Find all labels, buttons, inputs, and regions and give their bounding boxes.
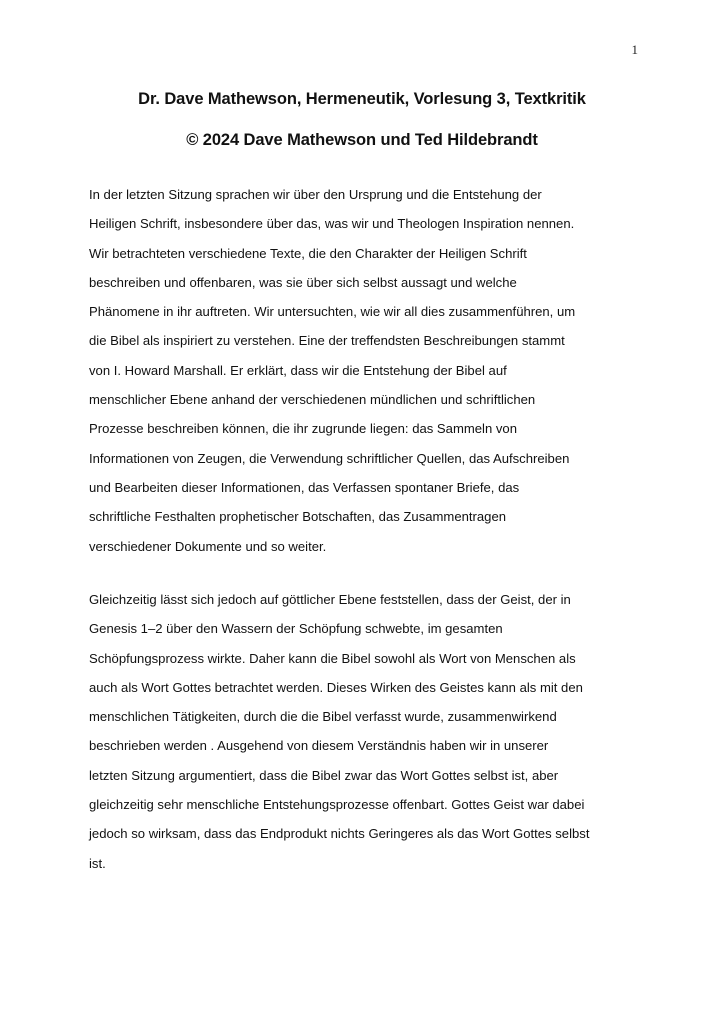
copyright-line: © 2024 Dave Mathewson und Ted Hildebrandt bbox=[186, 131, 538, 149]
text-line: Schöpfungsprozess wirkte. Daher kann die Bibel sowohl als Wort von Menschen als bbox=[89, 650, 576, 666]
text-line: letzten Sitzung argumentiert, dass die Bibel zwar das Wort Gottes selbst ist, aber bbox=[89, 767, 559, 783]
text-line: menschlichen Tätigkeiten, durch die die Bibel verfasst wurde, zusammenwirkend bbox=[89, 709, 557, 725]
text-line: Prozesse beschreiben können, die ihr zugrunde liegen: das Sammeln von bbox=[89, 421, 517, 437]
text-line: von I. Howard Marshall. Er erklärt, dass wir die Entstehung der Bibel auf bbox=[89, 362, 507, 378]
text-line: Informationen von Zeugen, die Verwendung schriftlicher Quellen, das Aufschreiben bbox=[89, 450, 570, 466]
text-line: auch als Wort Gottes betrachtet werden. Dieses Wirken des Geistes kann als mit den bbox=[89, 679, 583, 695]
text-line: Phänomene in ihr auftreten. Wir untersuchten, wie wir all dies zusammenführen, um bbox=[89, 304, 576, 320]
text-line: ist. bbox=[89, 855, 106, 871]
text-line: verschiedener Dokumente und so weiter. bbox=[89, 538, 327, 554]
text-line: die Bibel als inspiriert zu verstehen. Eine der treffendsten Beschreibungen stammt bbox=[89, 333, 565, 349]
text-line: Gleichzeitig lässt sich jedoch auf göttlicher Ebene feststellen, dass der Geist, der in bbox=[89, 592, 571, 607]
text-line: Heiligen Schrift, insbesondere über das, was wir und Theologen Inspiration nennen. bbox=[89, 216, 575, 232]
text-line: In der letzten Sitzung sprachen wir über den Ursprung und die Entstehung der bbox=[89, 187, 542, 202]
text-line: gleichzeitig sehr menschliche Entstehungsprozesse offenbart. Gottes Geist war dabei bbox=[89, 797, 585, 813]
paragraph-2 bbox=[89, 585, 649, 878]
text-line: schriftliche Festhalten prophetischer Botschaften, das Zusammentragen bbox=[89, 509, 507, 525]
text-line: jedoch so wirksam, dass das Endprodukt nichts Geringeres als das Wort Gottes selbst bbox=[89, 826, 590, 842]
text-line: Wir betrachteten verschiedene Texte, die den Charakter der Heiligen Schrift bbox=[89, 245, 527, 261]
text-line: Genesis 1–2 über den Wassern der Schöpfung schwebte, im gesamten bbox=[89, 621, 503, 637]
page-number: 1 bbox=[631, 42, 638, 57]
text-line: beschreiben und offenbaren, was sie über sich selbst aussagt und welche bbox=[89, 274, 517, 290]
text-line: beschrieben werden . Ausgehend von diesem Verständnis haben wir in unserer bbox=[89, 738, 549, 754]
text-line: menschlicher Ebene anhand der verschiedenen mündlichen und schriftlichen bbox=[89, 392, 536, 408]
paragraph-1 bbox=[89, 180, 649, 561]
document-title: Dr. Dave Mathewson, Hermeneutik, Vorlesung 3, Textkritik bbox=[138, 90, 586, 108]
text-line: und Bearbeiten dieser Informationen, das Verfassen spontaner Briefe, das bbox=[89, 479, 520, 495]
